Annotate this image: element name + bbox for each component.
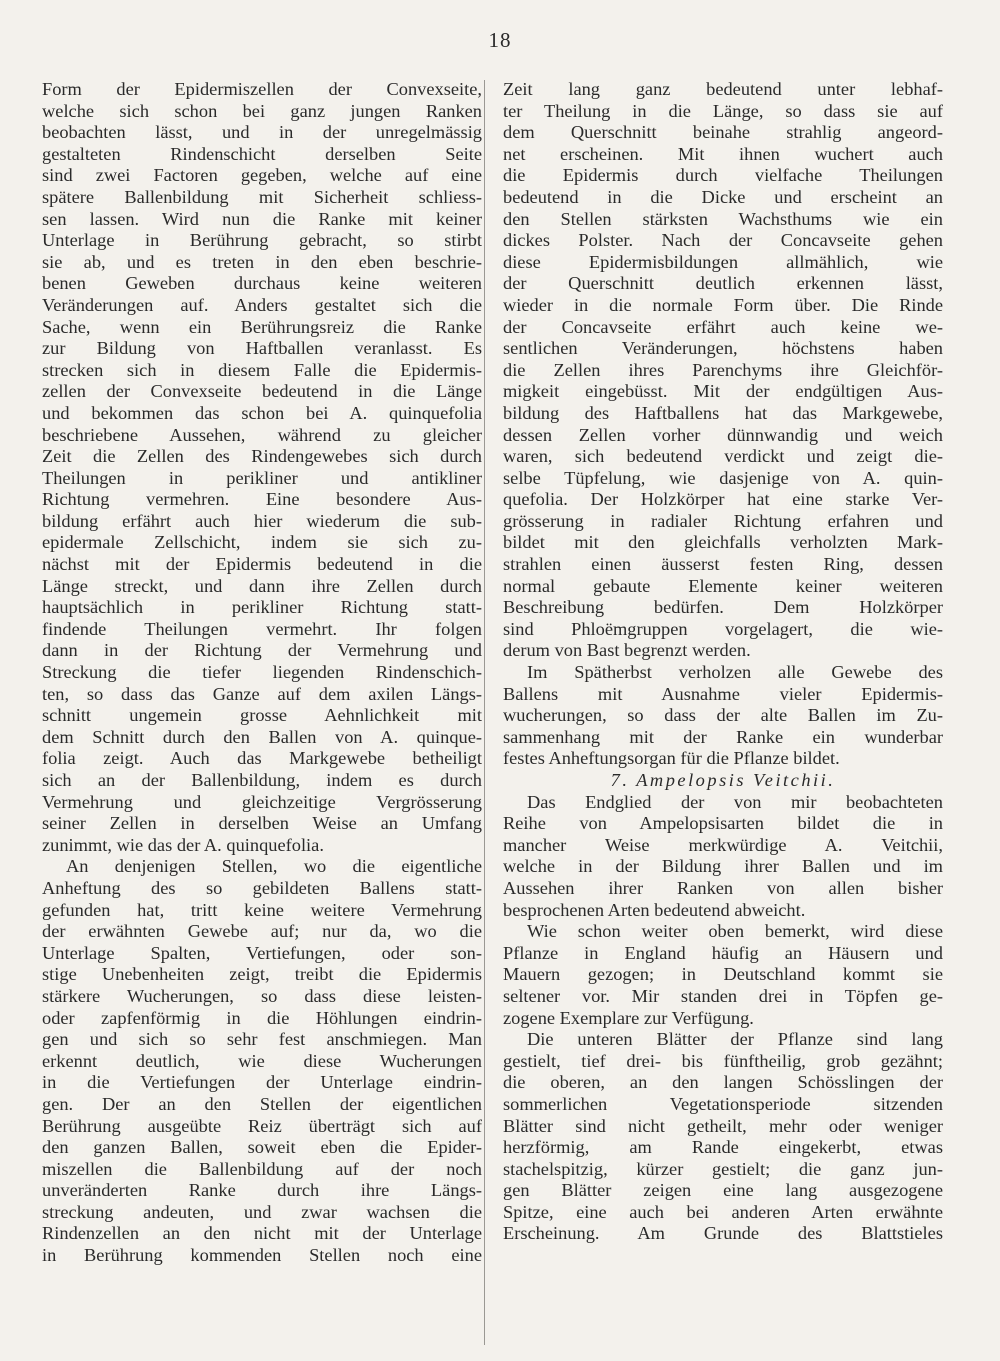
text-line: seltener vor. Mir standen drei in Töpfen ge- xyxy=(503,985,943,1006)
text-line: hauptsächlich in perikliner Richtung statt- xyxy=(42,597,482,618)
text-line: Die unteren Blätter der Pflanze sind lang xyxy=(527,1029,943,1050)
text-line: und bekommen das schon bei A. quinquefolia xyxy=(42,402,482,423)
text-line: zogene Exemplare zur Verfügung. xyxy=(503,1007,754,1028)
text-line: oder zapfenförmig in die Höhlungen eindrin- xyxy=(42,1007,482,1028)
text-line: bildet mit den gleichfalls verholzten Mark- xyxy=(503,532,943,553)
text-line: quefolia. Der Holzkörper hat eine starke Ver- xyxy=(503,489,943,510)
text-line: sammenhang mit der Ranke ein wunderbar xyxy=(503,726,943,747)
column-divider xyxy=(484,80,485,1345)
text-line: stachelspitzig, kürzer gestielt; die ganz jun- xyxy=(503,1158,943,1179)
text-line: Zeit die Zellen des Rindengewebes sich durch xyxy=(42,446,482,467)
text-line: grösserung in radialer Richtung erfahren und xyxy=(503,510,943,531)
text-line: die oberen, an den langen Schösslingen der xyxy=(503,1072,943,1093)
text-line: Blätter sind nicht getheilt, mehr oder weniger xyxy=(503,1115,943,1136)
text-line: der erwähnten Gewebe auf; nur da, wo die xyxy=(42,921,482,942)
text-line: festes Anheftungsorgan für die Pflanze bildet. xyxy=(503,748,840,769)
text-line: Form der Epidermiszellen der Convexseite, xyxy=(42,79,482,99)
text-line: Rindenzellen an den nicht mit der Unterlage xyxy=(42,1223,482,1244)
text-line: wucherungen, so dass der alte Ballen im Zu- xyxy=(503,705,943,726)
text-line: die Zellen ihres Parenchyms ihre Gleichför- xyxy=(503,359,943,380)
text-line: gestielt, tief drei- bis fünftheilig, grob gezähnt; xyxy=(503,1050,943,1071)
text-line: selbe Tüpfelung, wie dasjenige von A. quin- xyxy=(503,467,943,488)
text-line: sie ab, und es treten in den eben beschrie- xyxy=(42,251,482,272)
text-line: Zeit lang ganz bedeutend unter lebhaf- xyxy=(503,79,943,99)
text-line: epidermale Zellschicht, indem sie sich zu- xyxy=(42,532,482,553)
text-line: findende Theilungen vermehrt. Ihr folgen xyxy=(42,618,482,639)
text-line: zunimmt, wie das der A. quinquefolia. xyxy=(42,834,324,855)
text-line: sentlichen Veränderungen, höchstens haben xyxy=(503,338,943,359)
text-line: gen Blätter zeigen eine lang ausgezogene xyxy=(503,1180,943,1201)
text-line: mancher Weise merkwürdige A. Veitchii, xyxy=(503,834,943,855)
text-line: Veränderungen auf. Anders gestaltet sich die xyxy=(42,294,482,315)
text-line: gen. Der an den Stellen der eigentlichen xyxy=(42,1093,482,1114)
text-line: erkennt deutlich, wie diese Wucherungen xyxy=(42,1050,482,1071)
text-line: Anheftung des so gebildeten Ballens statt- xyxy=(42,877,482,898)
text-line: gestalteten Rindenschicht derselben Seite xyxy=(42,143,482,164)
section-heading: 7. Ampelopsis Veitchii. xyxy=(610,770,836,790)
text-line: migkeit eingebüsst. Mit der endgültigen Aus- xyxy=(503,381,943,402)
text-line: sen lassen. Wird nun die Ranke mit keiner xyxy=(42,208,482,229)
right-text-column xyxy=(503,79,943,1245)
text-line: strecken sich in diesem Falle die Epidermis- xyxy=(42,359,482,380)
text-line: diese Epidermisbildungen allmählich, wie xyxy=(503,251,943,272)
text-line: dessen Zellen vorher dünnwandig und weich xyxy=(503,424,943,445)
text-line: die Epidermis durch vielfache Theilungen xyxy=(503,165,943,186)
text-line: stärkere Wucherungen, so dass diese leisten- xyxy=(42,985,482,1006)
text-line: welche in der Bildung ihrer Ballen und im xyxy=(503,856,943,877)
text-line: bildung erfährt auch hier wiederum die sub- xyxy=(42,510,482,531)
text-line: in die Vertiefungen der Unterlage eindrin- xyxy=(42,1072,482,1093)
text-line: bildung des Haftballens hat das Markgewebe, xyxy=(503,402,943,423)
text-line: dickes Polster. Nach der Concavseite gehen xyxy=(503,230,943,251)
text-line: seiner Zellen in derselben Weise an Umfang xyxy=(42,813,482,834)
text-line: wieder in die normale Form über. Die Rinde xyxy=(503,294,943,315)
text-line: Vermehrung und gleichzeitige Vergrösserung xyxy=(42,791,482,812)
text-line: strahlen einen äusserst festen Ring, dessen xyxy=(503,554,943,575)
text-line: folia zeigt. Auch das Markgewebe betheiligt xyxy=(42,748,482,769)
text-line: zur Bildung von Haftballen veranlasst. Es xyxy=(42,338,482,359)
text-line: herzförmig, am Rande eingekerbt, etwas xyxy=(503,1137,943,1158)
text-line: Richtung vermehren. Eine besondere Aus- xyxy=(42,489,482,510)
text-line: Unterlage Spalten, Vertiefungen, oder son- xyxy=(42,942,482,963)
text-line: ten, so dass das Ganze auf dem axilen Längs- xyxy=(42,683,482,704)
text-line: waren, sich bedeutend verdickt und zeigt die- xyxy=(503,446,943,467)
text-line: stige Unebenheiten zeigt, treibt die Epidermis xyxy=(42,964,482,985)
text-line: Spitze, eine auch bei anderen Arten erwähnte xyxy=(503,1201,943,1222)
text-line: Das Endglied der von mir beobachteten xyxy=(527,791,943,812)
text-line: beobachten lässt, und in der unregelmässig xyxy=(42,122,482,143)
text-line: benen Geweben durchaus keine weiteren xyxy=(42,273,482,294)
text-line: schnitt ungemein grosse Aehnlichkeit mit xyxy=(42,705,482,726)
text-line: Reihe von Ampelopsisarten bildet die in xyxy=(503,813,943,834)
text-line: An denjenigen Stellen, wo die eigentliche xyxy=(66,856,482,877)
text-line: unveränderten Ranke durch ihre Längs- xyxy=(42,1180,482,1201)
text-line: Streckung die tiefer liegenden Rindenschich- xyxy=(42,662,482,683)
text-line: sind Phloëmgruppen vorgelagert, die wie- xyxy=(503,618,943,639)
text-line: net erscheinen. Mit ihnen wuchert auch xyxy=(503,143,943,164)
text-line: der Querschnitt deutlich erkennen lässt, xyxy=(503,273,943,294)
text-line: Erscheinung. Am Grunde des Blattstieles xyxy=(503,1223,943,1244)
text-line: normal gebaute Elemente keiner weiteren xyxy=(503,575,943,596)
text-line: Theilungen in perikliner und antikliner xyxy=(42,467,482,488)
text-line: Ballens mit Ausnahme vieler Epidermis- xyxy=(503,683,943,704)
text-line: Berührung ausgeübte Reiz überträgt sich auf xyxy=(42,1115,482,1136)
text-line: Pflanze in England häufig an Häusern und xyxy=(503,942,943,963)
text-line: derum von Bast begrenzt werden. xyxy=(503,640,751,661)
text-line: ter Theilung in die Länge, so dass sie auf xyxy=(503,100,943,121)
page-number: 18 xyxy=(488,28,512,52)
text-line: den ganzen Ballen, soweit eben die Epider- xyxy=(42,1137,482,1158)
text-line: Wie schon weiter oben bemerkt, wird diese xyxy=(527,921,943,942)
text-line: miszellen die Ballenbildung auf der noch xyxy=(42,1158,482,1179)
text-line: sich an der Ballenbildung, indem es durch xyxy=(42,770,482,790)
text-line: Beschreibung bedürfen. Dem Holzkörper xyxy=(503,597,943,618)
text-line: Länge streckt, und dann ihre Zellen durch xyxy=(42,575,482,596)
text-line: Im Spätherbst verholzen alle Gewebe des xyxy=(527,662,943,683)
text-line: beschriebene Aussehen, während zu gleicher xyxy=(42,424,482,445)
text-line: zellen der Convexseite bedeutend in die Länge xyxy=(42,381,482,402)
text-line: nächst mit der Epidermis bedeutend in die xyxy=(42,554,482,575)
text-line: sommerlichen Vegetationsperiode sitzenden xyxy=(503,1093,943,1114)
text-line: Unterlage in Berührung gebracht, so stirbt xyxy=(42,230,482,251)
text-line: gen und sich so sehr fest anschmiegen. Man xyxy=(42,1029,482,1050)
text-line: sind zwei Factoren gegeben, welche auf eine xyxy=(42,165,482,186)
text-line: streckung andeuten, und zwar wachsen die xyxy=(42,1201,482,1222)
text-line: welche sich schon bei ganz jungen Ranken xyxy=(42,100,482,121)
text-line: Mauern gezogen; in Deutschland kommt sie xyxy=(503,964,943,985)
text-line: gefunden hat, tritt keine weitere Vermehrung xyxy=(42,899,482,920)
text-line: dem Querschnitt beinahe strahlig angeord- xyxy=(503,122,943,143)
text-line: Sache, wenn ein Berührungsreiz die Ranke xyxy=(42,316,482,337)
text-line: der Concavseite erfährt auch keine we- xyxy=(503,316,943,337)
left-text-column xyxy=(42,79,482,1267)
text-line: besprochenen Arten bedeutend abweicht. xyxy=(503,899,806,920)
text-line: spätere Ballenbildung mit Sicherheit schliess- xyxy=(42,186,482,207)
text-line: bedeutend in die Dicke und erscheint an xyxy=(503,186,943,207)
text-line: den Stellen stärksten Wachsthums wie ein xyxy=(503,208,943,229)
text-line: Aussehen ihrer Ranken von allen bisher xyxy=(503,877,943,898)
text-line: dem Schnitt durch den Ballen von A. quinque- xyxy=(42,726,482,747)
text-line: in Berührung kommenden Stellen noch eine xyxy=(42,1245,482,1266)
text-line: dann in der Richtung der Vermehrung und xyxy=(42,640,482,661)
